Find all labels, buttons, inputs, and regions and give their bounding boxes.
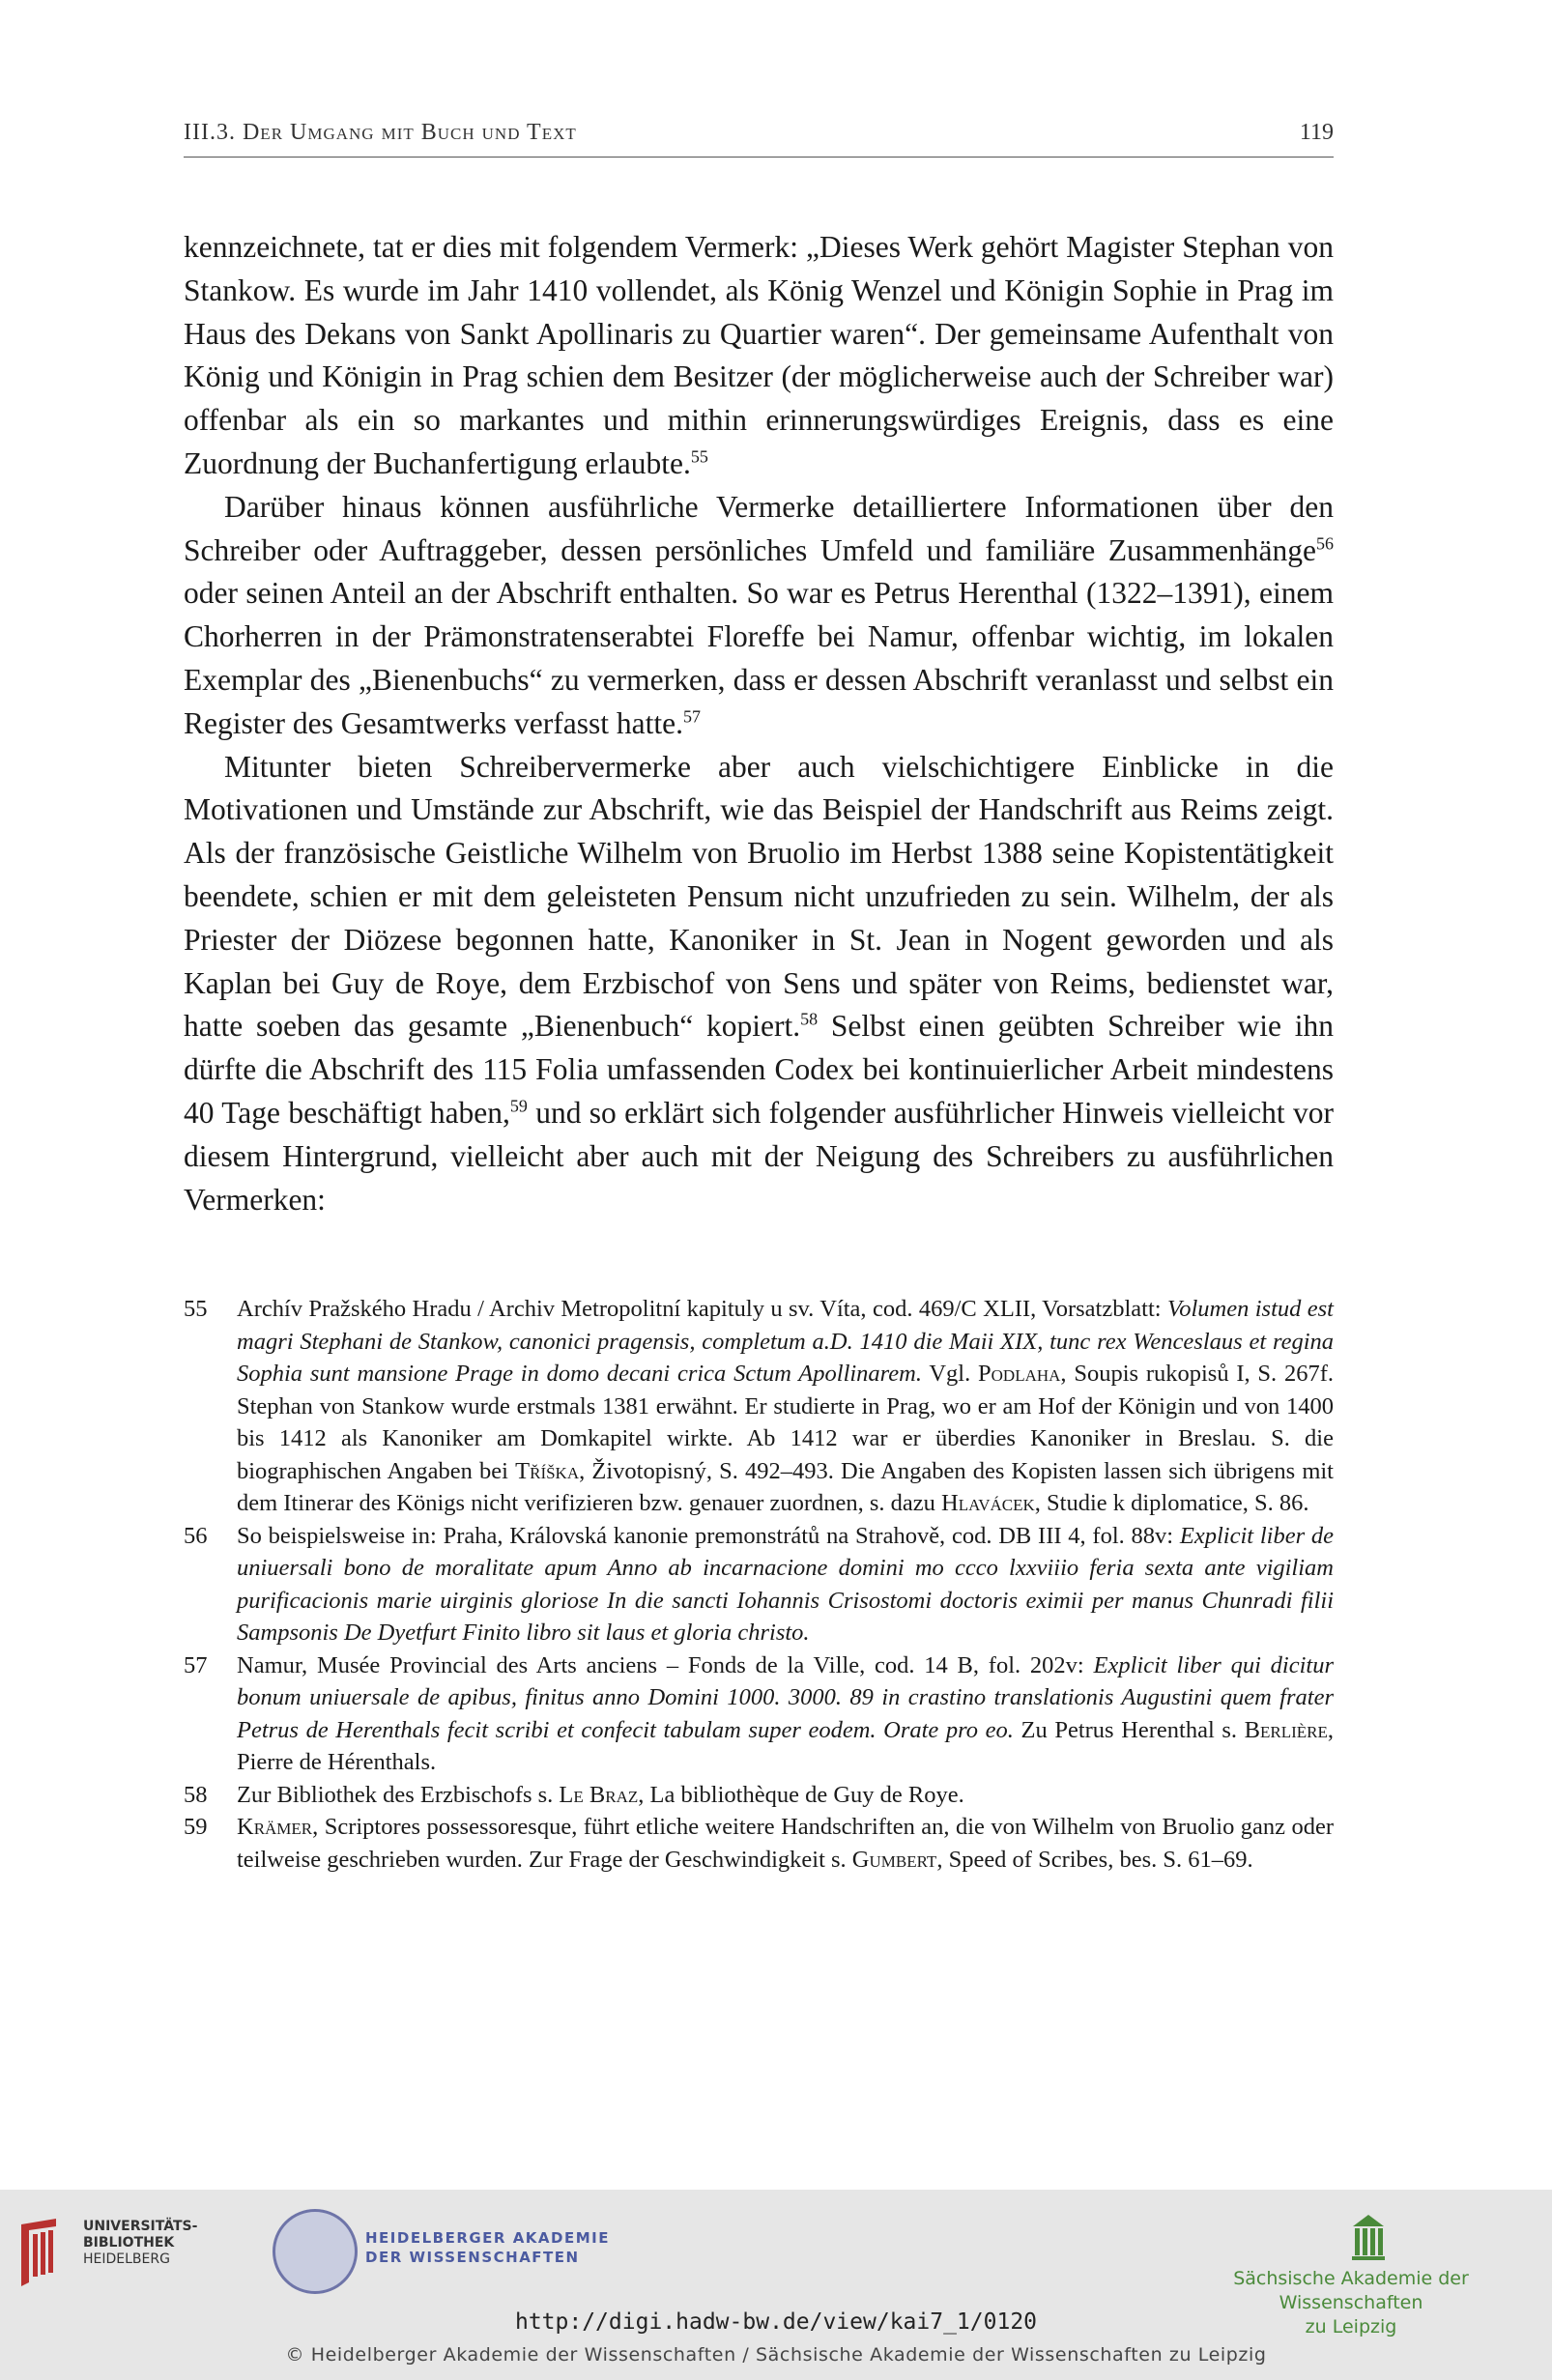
footnote-number: 55 xyxy=(184,1296,208,1322)
author-name: Podlaha xyxy=(978,1361,1061,1387)
paragraph-text: Mitunter bieten Schreibervermerke aber auch vielschichtigere Einblicke in die Motivationen und Umstände zur Abschrift, wie das Beispiel der Handschrift aus Reims zeigt. Als der französische Geistliche Wilhelm von Bruolio im Herbst 1388 seine Kopistentätigkeit beendete, schien er mit dem geleisteten Pensum nicht unzufrieden zu sein. Wilhelm, der als Priester der Diözese begonnen hatte, Kanoniker in St. Jean in Nogent geworden und als Kaplan bei Guy de Roye, dem Erzbischof von Sens und später von Reims, bedienstet war, hatte soeben das gesamte „Bienenbuch“ kopiert. xyxy=(184,749,1334,1044)
note-span: , Pierre de Hérenthals. xyxy=(237,1716,1335,1775)
paragraph-text: Darüber hinaus können ausführliche Vermerke detailliertere Informationen über den Schreiber oder Auftraggeber, dessen persönliches Umfeld und familiäre Zusammenhänge xyxy=(184,489,1334,567)
footnote-56 xyxy=(184,1520,1334,1649)
paragraph-1 xyxy=(184,226,1334,486)
footnote-number: 56 xyxy=(184,1522,208,1549)
university-library-logo-icon[interactable] xyxy=(17,2215,64,2290)
footnote-ref[interactable]: 59 xyxy=(509,1096,528,1116)
footnote-ref[interactable]: 55 xyxy=(690,446,708,467)
footnote-59 xyxy=(184,1811,1334,1876)
running-head xyxy=(184,120,1334,146)
paragraph-3 xyxy=(184,746,1334,1222)
footnote-58 xyxy=(184,1779,1334,1812)
author-name: Gumbert xyxy=(851,1846,937,1873)
paragraph-text: Selbst einen geübten Schreiber wie ihn dürfte die Abschrift des 115 Folia umfassenden Codex bei kontinuierlicher Arbeit mindestens 40 Tage beschäftigt haben, xyxy=(184,1009,1334,1130)
university-library-name xyxy=(83,2219,197,2268)
ub-line: HEIDELBERG xyxy=(83,2251,170,2267)
note-span: , Životopisný, S. 492–493. Die Angaben des Kopisten lassen sich übrigens mit dem Itinerar des Königs nicht verifizieren bzw. genauer zuordnen, s. dazu xyxy=(237,1457,1334,1516)
note-span: , La bibliothèque de Guy de Roye. xyxy=(638,1781,964,1808)
note-italic: Volumen istud est magri Stephani de Stankow, canonici pragensis, completum a.D. 1410 die Maii XIX, tunc rex Wenceslaus et regina Sophia sunt mansione Prage in domo decani crica Sctum Apollinarem. xyxy=(237,1296,1334,1387)
footnote-ref[interactable]: 56 xyxy=(1316,533,1334,554)
note-span: Vgl. xyxy=(922,1361,979,1387)
footnote-text xyxy=(237,1293,1334,1520)
footnote-number: 58 xyxy=(184,1781,208,1808)
note-span: Zur Bibliothek des Erzbischofs s. xyxy=(237,1781,560,1808)
header-rule xyxy=(184,157,1334,158)
footnote-number: 57 xyxy=(184,1651,208,1678)
footnotes xyxy=(184,1293,1334,1876)
note-span: , Soupis rukopisů I, S. 267f. Stephan von Stankow wurde erstmals 1381 erwähnt. Er studierte in Prag, wo er am Hof der Königin und von 1400 bis 1412 als Kanoniker am Domkapitel wirkte. Ab 1412 war er überdies Kanoniker in Breslau. S. die biographischen Angaben bei xyxy=(237,1361,1334,1484)
main-text xyxy=(184,226,1334,1221)
academy-line: DER WISSENSCHAFTEN xyxy=(365,2249,580,2266)
note-span: , Speed of Scribes, bes. S. 61–69. xyxy=(936,1846,1253,1873)
footnote-ref[interactable]: 58 xyxy=(800,1009,819,1029)
footnote-number: 59 xyxy=(184,1814,208,1840)
footnote-55 xyxy=(184,1293,1334,1520)
permalink-url[interactable]: http://digi.hadw-bw.de/view/kai7_1/0120 xyxy=(514,2309,1038,2335)
academy-name xyxy=(365,2228,610,2267)
note-span: , Studie k diplomatice, S. 86. xyxy=(1034,1490,1309,1516)
saw-line: Sächsische Akademie der Wissenschaften xyxy=(1233,2268,1469,2313)
paragraph-text: kennzeichnete, tat er dies mit folgendem Vermerk: „Dieses Werk gehört Magister Stephan von Stankow. Es wurde im Jahr 1410 vollendet, als König Wenzel und Königin Sophie in Prag im Haus des Dekans von Sankt Apollinaris zu Quartier waren“. Der gemeinsame Aufenthalt von König und Königin in Prag schien dem Besitzer (der möglicherweise auch der Schreiber war) offenbar als ein so markantes und mithin erinnerungswürdiges Ereignis, dass es eine Zuordnung der Buchanfertigung erlaubte. xyxy=(184,230,1334,480)
author-name: Le Braz xyxy=(559,1781,639,1808)
footnote-text xyxy=(237,1649,1334,1779)
ub-line: BIBLIOTHEK xyxy=(83,2235,175,2251)
footnote-text xyxy=(237,1779,1334,1812)
note-span: Zu Petrus Herenthal s. xyxy=(1013,1716,1245,1743)
saw-line: zu Leipzig xyxy=(1305,2316,1397,2337)
paragraph-text: und so erklärt sich folgender ausführlicher Hinweis vielleicht vor diesem Hintergrund, vielleicht aber auch mit der Neigung des Schreibers zu ausführlichen Vermerken: xyxy=(184,1095,1334,1217)
academy-seal-icon[interactable] xyxy=(273,2209,358,2294)
author-name: Tříška xyxy=(515,1457,580,1484)
page-number: 119 xyxy=(1299,120,1334,145)
paragraph-text: oder seinen Anteil an der Abschrift enthalten. So war es Petrus Herenthal (1322–1391), einem Chorherren in der Prämonstratenserabtei Floreffe bei Namur, offenbar wichtig, im lokalen Exemplar des „Bienenbuchs“ zu vermerken, dass er dessen Abschrift veranlasst und selbst ein Register des Gesamtwerks verfasst hatte. xyxy=(184,576,1334,740)
footnote-ref[interactable]: 57 xyxy=(682,706,701,727)
author-name: Hlavácek xyxy=(941,1490,1035,1516)
chapter-title: III.3. Der Umgang mit Buch und Text xyxy=(184,120,577,145)
footnote-text xyxy=(237,1520,1334,1649)
ub-line: UNIVERSITÄTS- xyxy=(83,2219,198,2234)
copyright-notice: © Heidelberger Akademie der Wissenschaften / Sächsische Akademie der Wissenschaften zu Leipzig xyxy=(285,2344,1267,2366)
note-span: Namur, Musée Provincial des Arts anciens – Fonds de la Ville, cod. 14 B, fol. 202v: xyxy=(237,1651,1094,1678)
note-span: Archív Pražského Hradu / Archiv Metropolitní kapituly u sv. Víta, cod. 469/C XLII, Vorsatzblatt: xyxy=(237,1296,1167,1322)
author-name: Krämer xyxy=(237,1814,313,1840)
note-span: , Scriptores possessoresque, führt etliche weitere Handschriften an, die von Wilhelm von Bruolio ganz oder teilweise geschrieben wurden. Zur Frage der Geschwindigkeit s. xyxy=(237,1814,1334,1873)
footnote-57 xyxy=(184,1649,1334,1779)
note-span: So beispielsweise in: Praha, Královská kanonie premonstrátů na Strahově, cod. DB III 4, fol. 88v: xyxy=(237,1522,1180,1549)
digitization-footer xyxy=(0,2190,1552,2380)
author-name: Berlière xyxy=(1244,1716,1328,1743)
academy-line: HEIDELBERGER AKADEMIE xyxy=(365,2229,610,2247)
note-italic: Explicit liber de uniuersali bono de moralitate apum Anno ab incarnacione domini mo ccco lxxviiio feria sexta ante vigiliam purificacionis marie uirginis gloriose In die sancti Iohannis Crisostomi doctoris eximii per manus Chunradi filii Sampsonis De Dyetfurt Finito libro sit laus et gloria christo. xyxy=(237,1522,1335,1646)
note-italic: Explicit liber qui dicitur bonum uniuersale de apibus, finitus anno Domini 1000. 3000. 89 in crastino translationis Augustini quem frater Petrus de Herenthals fecit scribi et confecit tabulam super eodem. Orate pro eo. xyxy=(237,1651,1334,1743)
paragraph-2 xyxy=(184,486,1334,746)
saxon-academy-logo-icon[interactable] xyxy=(1349,2213,1388,2261)
footnote-text xyxy=(237,1811,1334,1876)
